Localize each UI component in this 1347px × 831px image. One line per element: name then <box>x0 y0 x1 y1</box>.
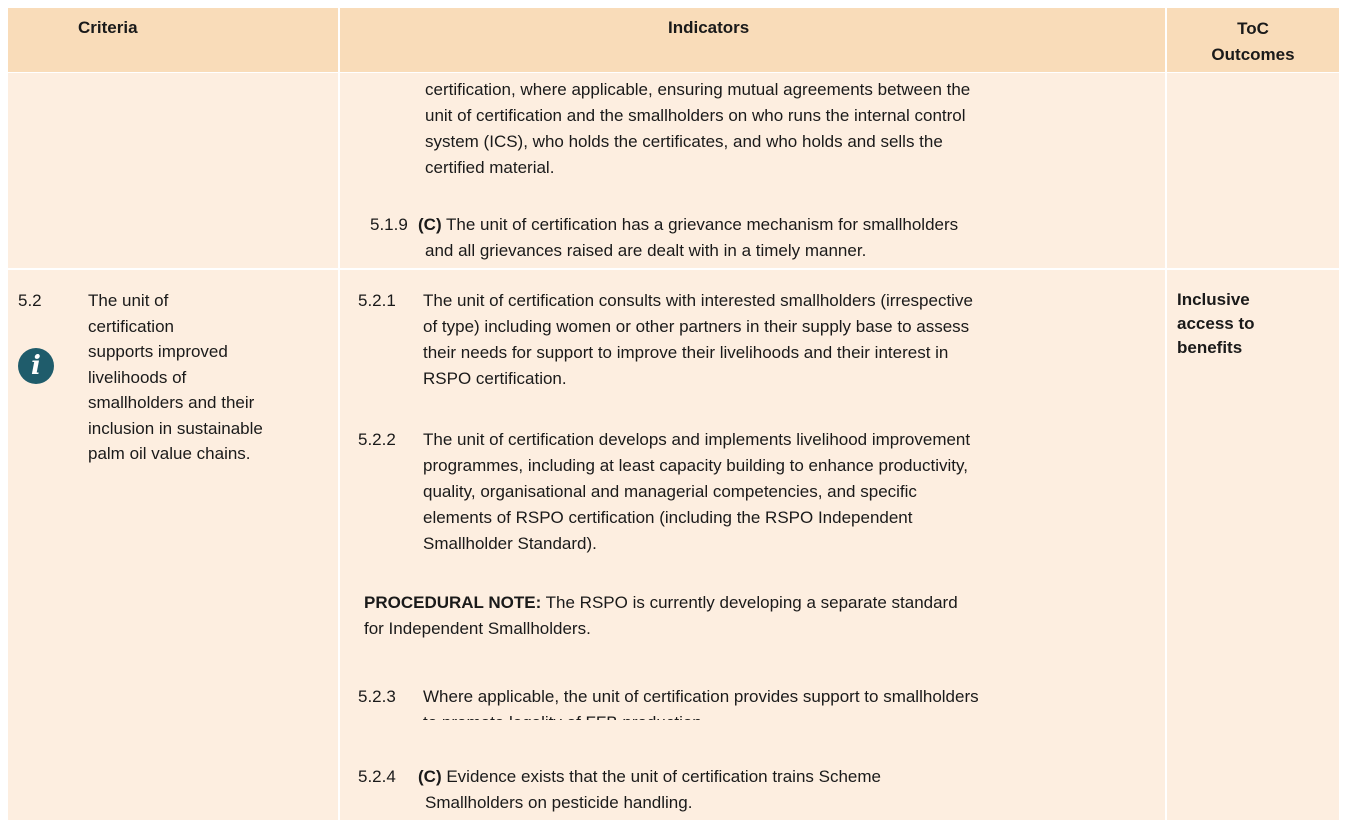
criterion-line: smallholders and their <box>88 393 255 412</box>
criterion-line: palm oil value chains. <box>88 444 251 463</box>
row1-indicators-cell <box>340 73 1165 268</box>
indicator-line: of type) including women or other partners in their supply base to assess <box>423 317 970 336</box>
continuation-line: certified material. <box>425 158 555 177</box>
indicator-5-1-9-text <box>418 212 958 264</box>
row1-toc-cell <box>1167 73 1339 268</box>
toc-outcome-line: Inclusive <box>1177 290 1250 309</box>
procedural-note <box>364 590 958 642</box>
indicator-number-5-2-4: 5.2.4 <box>358 767 396 786</box>
row2-toc-cell-cont <box>1167 720 1339 820</box>
indicator-number-5-2-3: 5.2.3 <box>358 687 396 706</box>
criteria-header-cell <box>8 8 338 72</box>
indicator-line: programmes, including at least capacity building to enhance productivity, <box>423 456 968 475</box>
indicator-line: The unit of certification develops and implements livelihood improvement <box>423 430 971 449</box>
criterion-text <box>88 288 263 467</box>
indicator-line: RSPO certification. <box>423 369 567 388</box>
indicator-number-5-1-9: 5.1.9 <box>370 215 408 234</box>
toc-outcome-line: benefits <box>1177 338 1243 357</box>
indicator-line: quality, organisational and managerial competencies, and specific <box>423 482 917 501</box>
indicators-header: Indicators <box>668 18 750 37</box>
indicator-line: The unit of certification consults with interested smallholders (irrespective <box>423 291 973 310</box>
info-icon[interactable]: i <box>18 348 54 384</box>
indicator-line: and all grievances raised are dealt with in a timely manner. <box>425 241 867 260</box>
procedural-note-line: for Independent Smallholders. <box>364 619 591 638</box>
criteria-header: Criteria <box>78 18 138 37</box>
row1-criteria-cell <box>8 73 338 268</box>
criterion-number: 5.2 <box>18 291 42 310</box>
criterion-line: certification <box>88 316 174 336</box>
toc-outcome-line: access to <box>1177 314 1255 333</box>
procedural-note-line: The RSPO is currently developing a separate standard <box>541 593 958 612</box>
indicator-5-2-4-text <box>418 764 881 816</box>
indicator-continuation <box>425 77 970 181</box>
indicator-5-2-2-text <box>423 427 970 557</box>
indicator-line: Evidence exists that the unit of certification trains Scheme <box>441 767 881 786</box>
core-tag: (C) <box>418 215 442 234</box>
indicator-5-2-1-text <box>423 288 973 392</box>
continuation-line: certification, where applicable, ensuring mutual agreements between the <box>425 80 971 99</box>
indicator-line: elements of RSPO certification (including the RSPO Independent <box>423 508 913 527</box>
indicator-line: Smallholders on pesticide handling. <box>425 793 693 812</box>
row2-criteria-cell <box>8 270 338 720</box>
indicators-header-cell <box>340 8 1165 72</box>
indicator-line: The unit of certification has a grievance mechanism for smallholders <box>441 215 959 234</box>
indicator-number-5-2-2: 5.2.2 <box>358 430 396 449</box>
indicator-line: Smallholder Standard). <box>423 534 597 553</box>
criterion-line: inclusion in sustainable <box>88 418 263 438</box>
procedural-note-label: PROCEDURAL NOTE: <box>364 593 542 612</box>
toc-header-cell <box>1167 8 1339 72</box>
core-tag: (C) <box>418 767 442 786</box>
indicator-line: their needs for support to improve their livelihoods and their interest in <box>423 343 949 362</box>
continuation-line: unit of certification and the smallholders on who runs the internal control <box>425 106 966 125</box>
row2-criteria-cell-cont <box>8 720 338 820</box>
toc-outcomes-header <box>1167 16 1339 68</box>
row2-indicators-cell <box>340 270 1165 720</box>
criterion-line: supports improved <box>88 342 228 361</box>
indicator-line: Where applicable, the unit of certification provides support to smallholders <box>423 687 979 706</box>
toc-outcome <box>1177 288 1255 360</box>
toc-header-line1: ToC <box>1237 19 1269 38</box>
continuation-line: system (ICS), who holds the certificates, and who holds and sells the <box>425 132 943 151</box>
criterion-line: livelihoods of <box>88 367 187 387</box>
criterion-line: The unit of <box>88 291 169 310</box>
row2-toc-cell <box>1167 270 1339 720</box>
indicator-number-5-2-1: 5.2.1 <box>358 291 396 310</box>
toc-header-line2: Outcomes <box>1211 45 1295 64</box>
